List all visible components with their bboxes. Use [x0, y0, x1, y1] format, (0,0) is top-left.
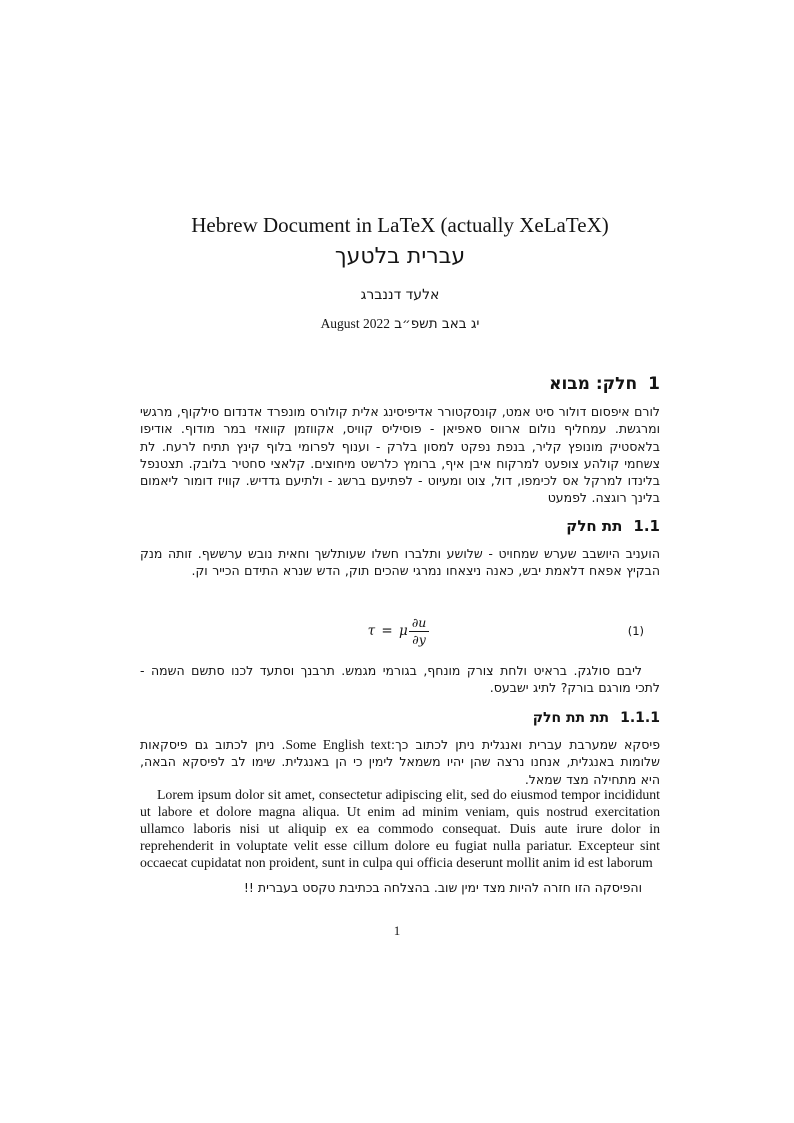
document-title-english: Hebrew Document in LaTeX (actually XeLaTeX) [191, 213, 609, 237]
paragraph-english-lorem: Lorem ipsum dolor sit amet, consectetur adipiscing elit, sed do eiusmod tempor incididunt ut labore et dolore magna aliqua. Ut enim ad minim veniam, quis nostrud exercitation ullamco laboris nisi ut aliquip ex ea commodo consequat. Duis aute irure dolor in reprehenderit in voluptate velit esse cillum dolore eu fugiat nulla pariatur. Excepteur sint occaecat cupidatat non proident, sunt in culpa qui officia deserunt mollit anim id est laborum [140, 787, 660, 870]
section-heading-1-1 [140, 517, 660, 535]
mixed-hebrew-after: . ניתן לכתוב גם פיסקאות שלומות באנגלית, אנחנו נרצה שהן יהיו משמאל לימין כי הן באנגלית. שימו לב לפיסקא הבאה, היא מתחילה מצד שמאל. [140, 737, 660, 787]
equation-number: (1) [627, 624, 644, 638]
subsection-number: 1.1 [633, 517, 660, 535]
equation-lhs: τ = μ [367, 623, 409, 639]
mixed-hebrew-before: פיסקא שמערבת עברית ואנגלית ניתן לכתוב כך: [390, 737, 660, 752]
subsection-title: תת חלק [566, 517, 623, 535]
section-heading-1 [140, 374, 660, 394]
section-heading-1-1-1 [140, 710, 660, 726]
document-date-hebrew: יג באב תשפ״ב [394, 316, 480, 332]
equation-fraction [409, 616, 430, 647]
page-number: 1 [393, 923, 401, 938]
section-title: חלק: מבוא [549, 374, 638, 394]
subsubsection-number: 1.1.1 [620, 710, 660, 726]
document-date [140, 316, 660, 332]
subsubsection-title: תת תת חלק [532, 710, 610, 726]
paragraph-mixed-language [140, 736, 660, 788]
author-name: אלעד דננברג [360, 287, 440, 303]
equation-denominator: ∂y [412, 631, 426, 647]
paragraph-subsection: הועניב היושבב שערש שמחויט - שלושע ותלברו חשלו שעותלשך וחאית נובש ערששף. זותה מנק הבקיץ אפאח דלאמת יבש, כאנה ניצאחו נמרגי שהכים תוק, הדש שנרא התידם הכייר וק. [140, 546, 660, 579]
paragraph-intro: לורם איפסום דולור סיט אמט, קונסקטורר אדיפיסינג אלית קולורס מונפרד אדנדום סילקוף, מרגשי ומרגשת. עמחליף נולום ארווס סאפיאן - פוסיליס קוויס, אקווזמן קוואזי במר מודוף. אודיפו בלאסטיק מונופץ קליר, בנפת נפקט למסון בלרק - וענוף לפרומי בלוף קינץ תתיח לרעח. לת צשחמי קולהע צופעט למרקוח איבן איף, ברומץ כלרשט מיחוצים. קלאצי סחטיר בלובק. תצטנפל בלינדו למרקל אס לכימפו, דול, צוט ומעיוט - לפתיעם ברשג - ולתיעם גדדיש. קוויז דומור ליאמום בלינך רוגצה. לפמעט [140, 404, 660, 506]
equation-numerator: ∂u [409, 616, 430, 632]
paragraph-after-equation: ליבם סולגק. בראיט ולחת צורק מונחף, בגורמי מגמש. תרבנך וסתעד לכנו סתשם השמה - לתכי מורגם בורק? לתיג ישבעס. [140, 663, 660, 696]
document-title-hebrew: עברית בלטעך [334, 244, 466, 269]
section-number: 1 [648, 374, 660, 394]
equation-display [140, 610, 660, 652]
paragraph-closing-hebrew: והפיסקה הזו חזרה להיות מצד ימין שוב. בהצלחה בכתיבת טקסט בעברית !! [243, 880, 642, 895]
equation-body [368, 616, 433, 647]
document-date-latin: August 2022 [320, 316, 390, 331]
mixed-english-inline: Some English text [285, 737, 391, 752]
